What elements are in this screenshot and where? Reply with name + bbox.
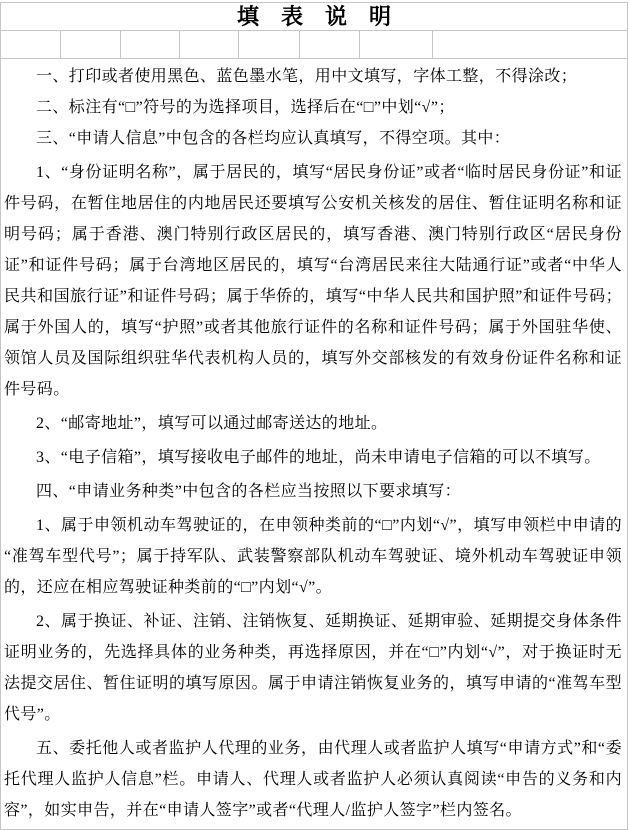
- instruction-paragraph: 3、“电子信箱”，填写接收电子邮件的地址，尚未申请电子信箱的可以不填写。: [36, 449, 601, 466]
- empty-table-cell: [121, 31, 180, 58]
- instruction-paragraph: 1、属于申领机动车驾驶证的，在申领种类前的“□”内划“√”，填写申领栏中申请的“准驾车型代号”；属于持军队、武装警察部队机动车驾驶证、境外机动车驾驶证申领的，还应在相应驾驶证种类前的“□”内划“√”。: [4, 517, 622, 596]
- empty-table-cell: [180, 31, 239, 58]
- empty-table-cell: [239, 31, 300, 58]
- instruction-paragraph: 四、“申请业务种类”中包含的各栏应当按照以下要求填写：: [36, 483, 462, 500]
- instruction-paragraph: 2、“邮寄地址”，填写可以通过邮寄送达的地址。: [36, 415, 388, 432]
- empty-table-cell: [300, 31, 360, 58]
- instructions-body: [1, 59, 627, 826]
- instruction-paragraph: 1、“身份证明名称”，属于居民的，填写“居民身份证”或者“临时居民身份证”和证件号码，在暂住地居住的内地居民还要填写公安机关核发的居住、暂住证明名称和证明号码；属于香港、澳门特别行政区居民的，填写香港、澳门特别行政区“居民身份证”和证件号码；属于台湾地区居民的，填写“台湾居民来往大陆通行证”或者“中华人民共和国旅行证”和证件号码；属于华侨的，填写“中华人民共和国护照”和证件号码；属于外国人的，填写“护照”或者其他旅行证件的名称和证件号码；属于外国驻华使、领馆人员及国际组织驻华代表机构人员的，填写外交部核发的有效身份证件名称和证件号码。: [4, 164, 622, 398]
- title-row: [1, 3, 627, 31]
- page-title: 填 表 说 明: [236, 3, 391, 29]
- instruction-paragraph: 三、“申请人信息”中包含的各栏均应认真填写，不得空项。其中：: [36, 130, 511, 147]
- instruction-paragraph: 二、标注有“□”符号的为选择项目，选择后在“□”中划“√”；: [36, 99, 455, 116]
- empty-table-cell: [1, 31, 61, 58]
- empty-table-cell: [360, 31, 433, 58]
- empty-cells-row: [1, 31, 627, 59]
- instruction-paragraph: 一、打印或者使用黑色、蓝色墨水笔，用中文填写，字体工整，不得涂改；: [36, 68, 578, 85]
- instructions-table: [0, 2, 628, 830]
- empty-table-cell: [61, 31, 121, 58]
- instruction-paragraph: 2、属于换证、补证、注销、注销恢复、延期换证、延期审验、延期提交身体条件证明业务的，先选择具体的业务种类，再选择原因，并在“□”内划“√”，对于换证时无法提交居住、暂住证明的填写原因。属于申请注销恢复业务的，填写申请的“准驾车型代号”。: [4, 613, 622, 723]
- instruction-paragraph: 五、委托他人或者监护人代理的业务，由代理人或者监护人填写“申请方式”和“委托代理人监护人信息”栏。申请人、代理人或者监护人必须认真阅读“申告的义务和内容”，如实申告，并在“申请人签字”或者“代理人/监护人签字”栏内签名。: [4, 740, 622, 819]
- empty-table-cell: [433, 31, 627, 58]
